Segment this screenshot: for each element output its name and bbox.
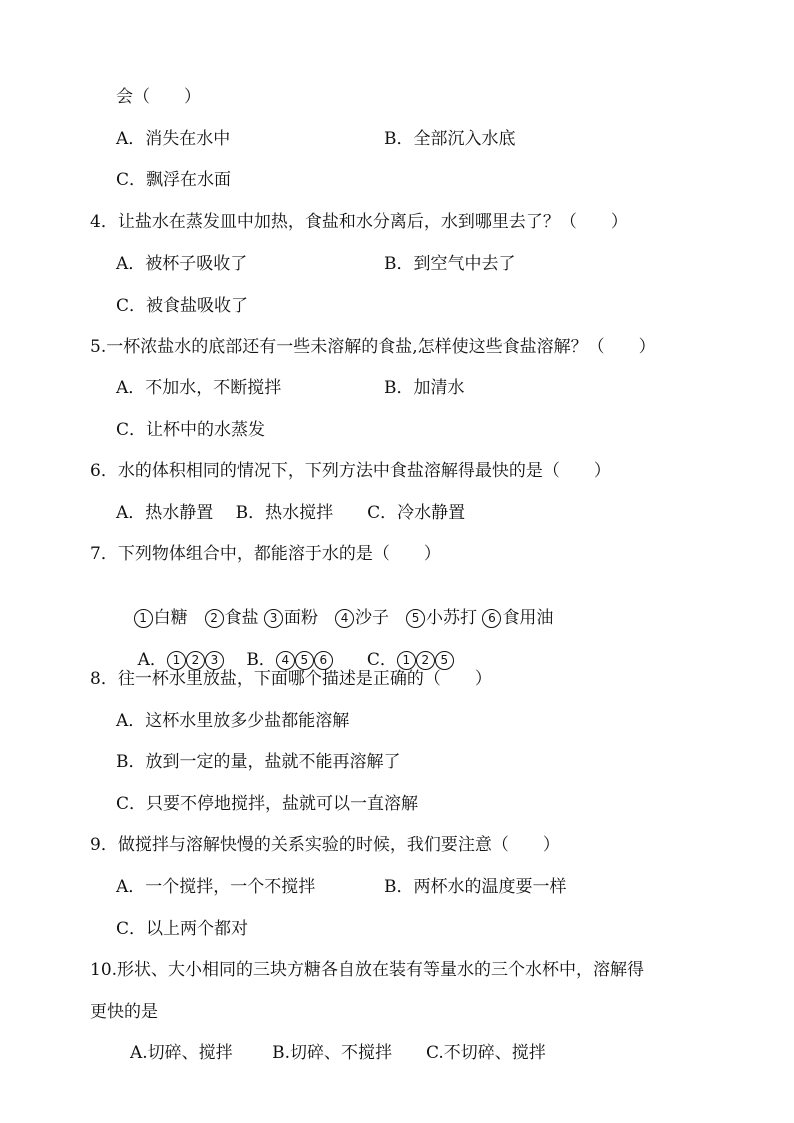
question-6-stem: 6．水的体积相同的情况下，下列方法中食盐溶解得最快的是（ ） xyxy=(90,461,611,481)
item-label: 沙子 xyxy=(355,608,390,628)
question-5-option-a: A．不加水，不断搅拌 xyxy=(116,378,282,398)
option-prefix: C． xyxy=(366,650,397,670)
circled-number-6: 6 xyxy=(482,609,501,628)
item-label: 小苏打 xyxy=(426,608,478,628)
question-9-option-b: B．两杯水的温度要一样 xyxy=(384,877,567,897)
item-2 xyxy=(205,607,259,629)
circled-number: 6 xyxy=(314,651,333,670)
question-4-option-c: C．被食盐吸收了 xyxy=(116,296,249,316)
question-5-option-c: C．让杯中的水蒸发 xyxy=(116,420,266,440)
question-5-stem: 5.一杯浓盐水的底部还有一些未溶解的食盐,怎样使这些食盐溶解？（ ） xyxy=(90,337,656,357)
option-c: C．飘浮在水面 xyxy=(116,170,232,190)
item-6 xyxy=(482,607,553,629)
question-stem-continuation: 会（ ） xyxy=(116,87,201,107)
circled-number: 3 xyxy=(205,651,224,670)
question-9-option-a: A．一个搅拌，一个不搅拌 xyxy=(116,877,316,897)
circled-number: 4 xyxy=(276,651,295,670)
question-8-option-c: C．只要不停地搅拌，盐就可以一直溶解 xyxy=(116,794,419,814)
circled-number-3: 3 xyxy=(264,609,283,628)
circled-number-1: 1 xyxy=(134,609,153,628)
option-prefix: A． xyxy=(137,650,167,670)
question-7-option-b xyxy=(246,650,333,670)
question-8-option-b: B．放到一定的量，盐就不能再溶解了 xyxy=(116,752,401,772)
question-10-stem-line-1: 10.形状、大小相同的三块方糖各自放在装有等量水的三个水杯中，溶解得 xyxy=(90,960,645,980)
question-4-option-b: B．到空气中去了 xyxy=(384,254,516,274)
question-7-stem: 7．下列物体组合中，都能溶于水的是（ ） xyxy=(90,544,441,564)
option-b: B．全部沉入水底 xyxy=(384,129,516,149)
item-4 xyxy=(335,607,389,629)
question-9-stem: 9．做搅拌与溶解快慢的关系实验的时候，我们要注意（ ） xyxy=(90,835,560,855)
circled-number: 2 xyxy=(416,651,435,670)
item-label: 食盐 xyxy=(224,608,259,628)
item-label: 面粉 xyxy=(284,608,319,628)
circled-number: 5 xyxy=(435,651,454,670)
item-label: 食用油 xyxy=(502,608,554,628)
circled-number-4: 4 xyxy=(335,609,354,628)
option-a: A．消失在水中 xyxy=(116,129,231,149)
item-5 xyxy=(406,607,477,629)
question-10-options: A.切碎、搅拌 B.切碎、不搅拌 C.不切碎、搅拌 xyxy=(130,1043,546,1063)
question-6-options: A．热水静置 B．热水搅拌 C．冷水静置 xyxy=(116,503,466,523)
question-8-stem: 8．往一杯水里放盐，下面哪个描述是正确的（ ） xyxy=(90,669,492,689)
question-8-option-a: A．这杯水里放多少盐都能溶解 xyxy=(116,711,350,731)
item-3 xyxy=(264,607,318,629)
circled-number: 5 xyxy=(295,651,314,670)
question-7-option-c xyxy=(367,650,454,670)
question-9-option-c: C．以上两个都对 xyxy=(116,919,249,939)
question-10-stem-line-2: 更快的是 xyxy=(90,1002,158,1022)
circled-number: 1 xyxy=(167,651,186,670)
circled-number: 1 xyxy=(397,651,416,670)
question-7-option-a xyxy=(138,650,224,670)
question-4-option-a: A．被杯子吸收了 xyxy=(116,254,248,274)
question-4-stem: 4．让盐水在蒸发皿中加热，食盐和水分离后，水到哪里去了？（ ） xyxy=(90,212,628,232)
item-label: 白糖 xyxy=(153,608,188,628)
question-5-option-b: B．加清水 xyxy=(384,378,465,398)
circled-number-2: 2 xyxy=(205,609,224,628)
item-1 xyxy=(134,607,188,629)
option-prefix: B． xyxy=(246,650,276,670)
circled-number-5: 5 xyxy=(406,609,425,628)
circled-number: 2 xyxy=(186,651,205,670)
